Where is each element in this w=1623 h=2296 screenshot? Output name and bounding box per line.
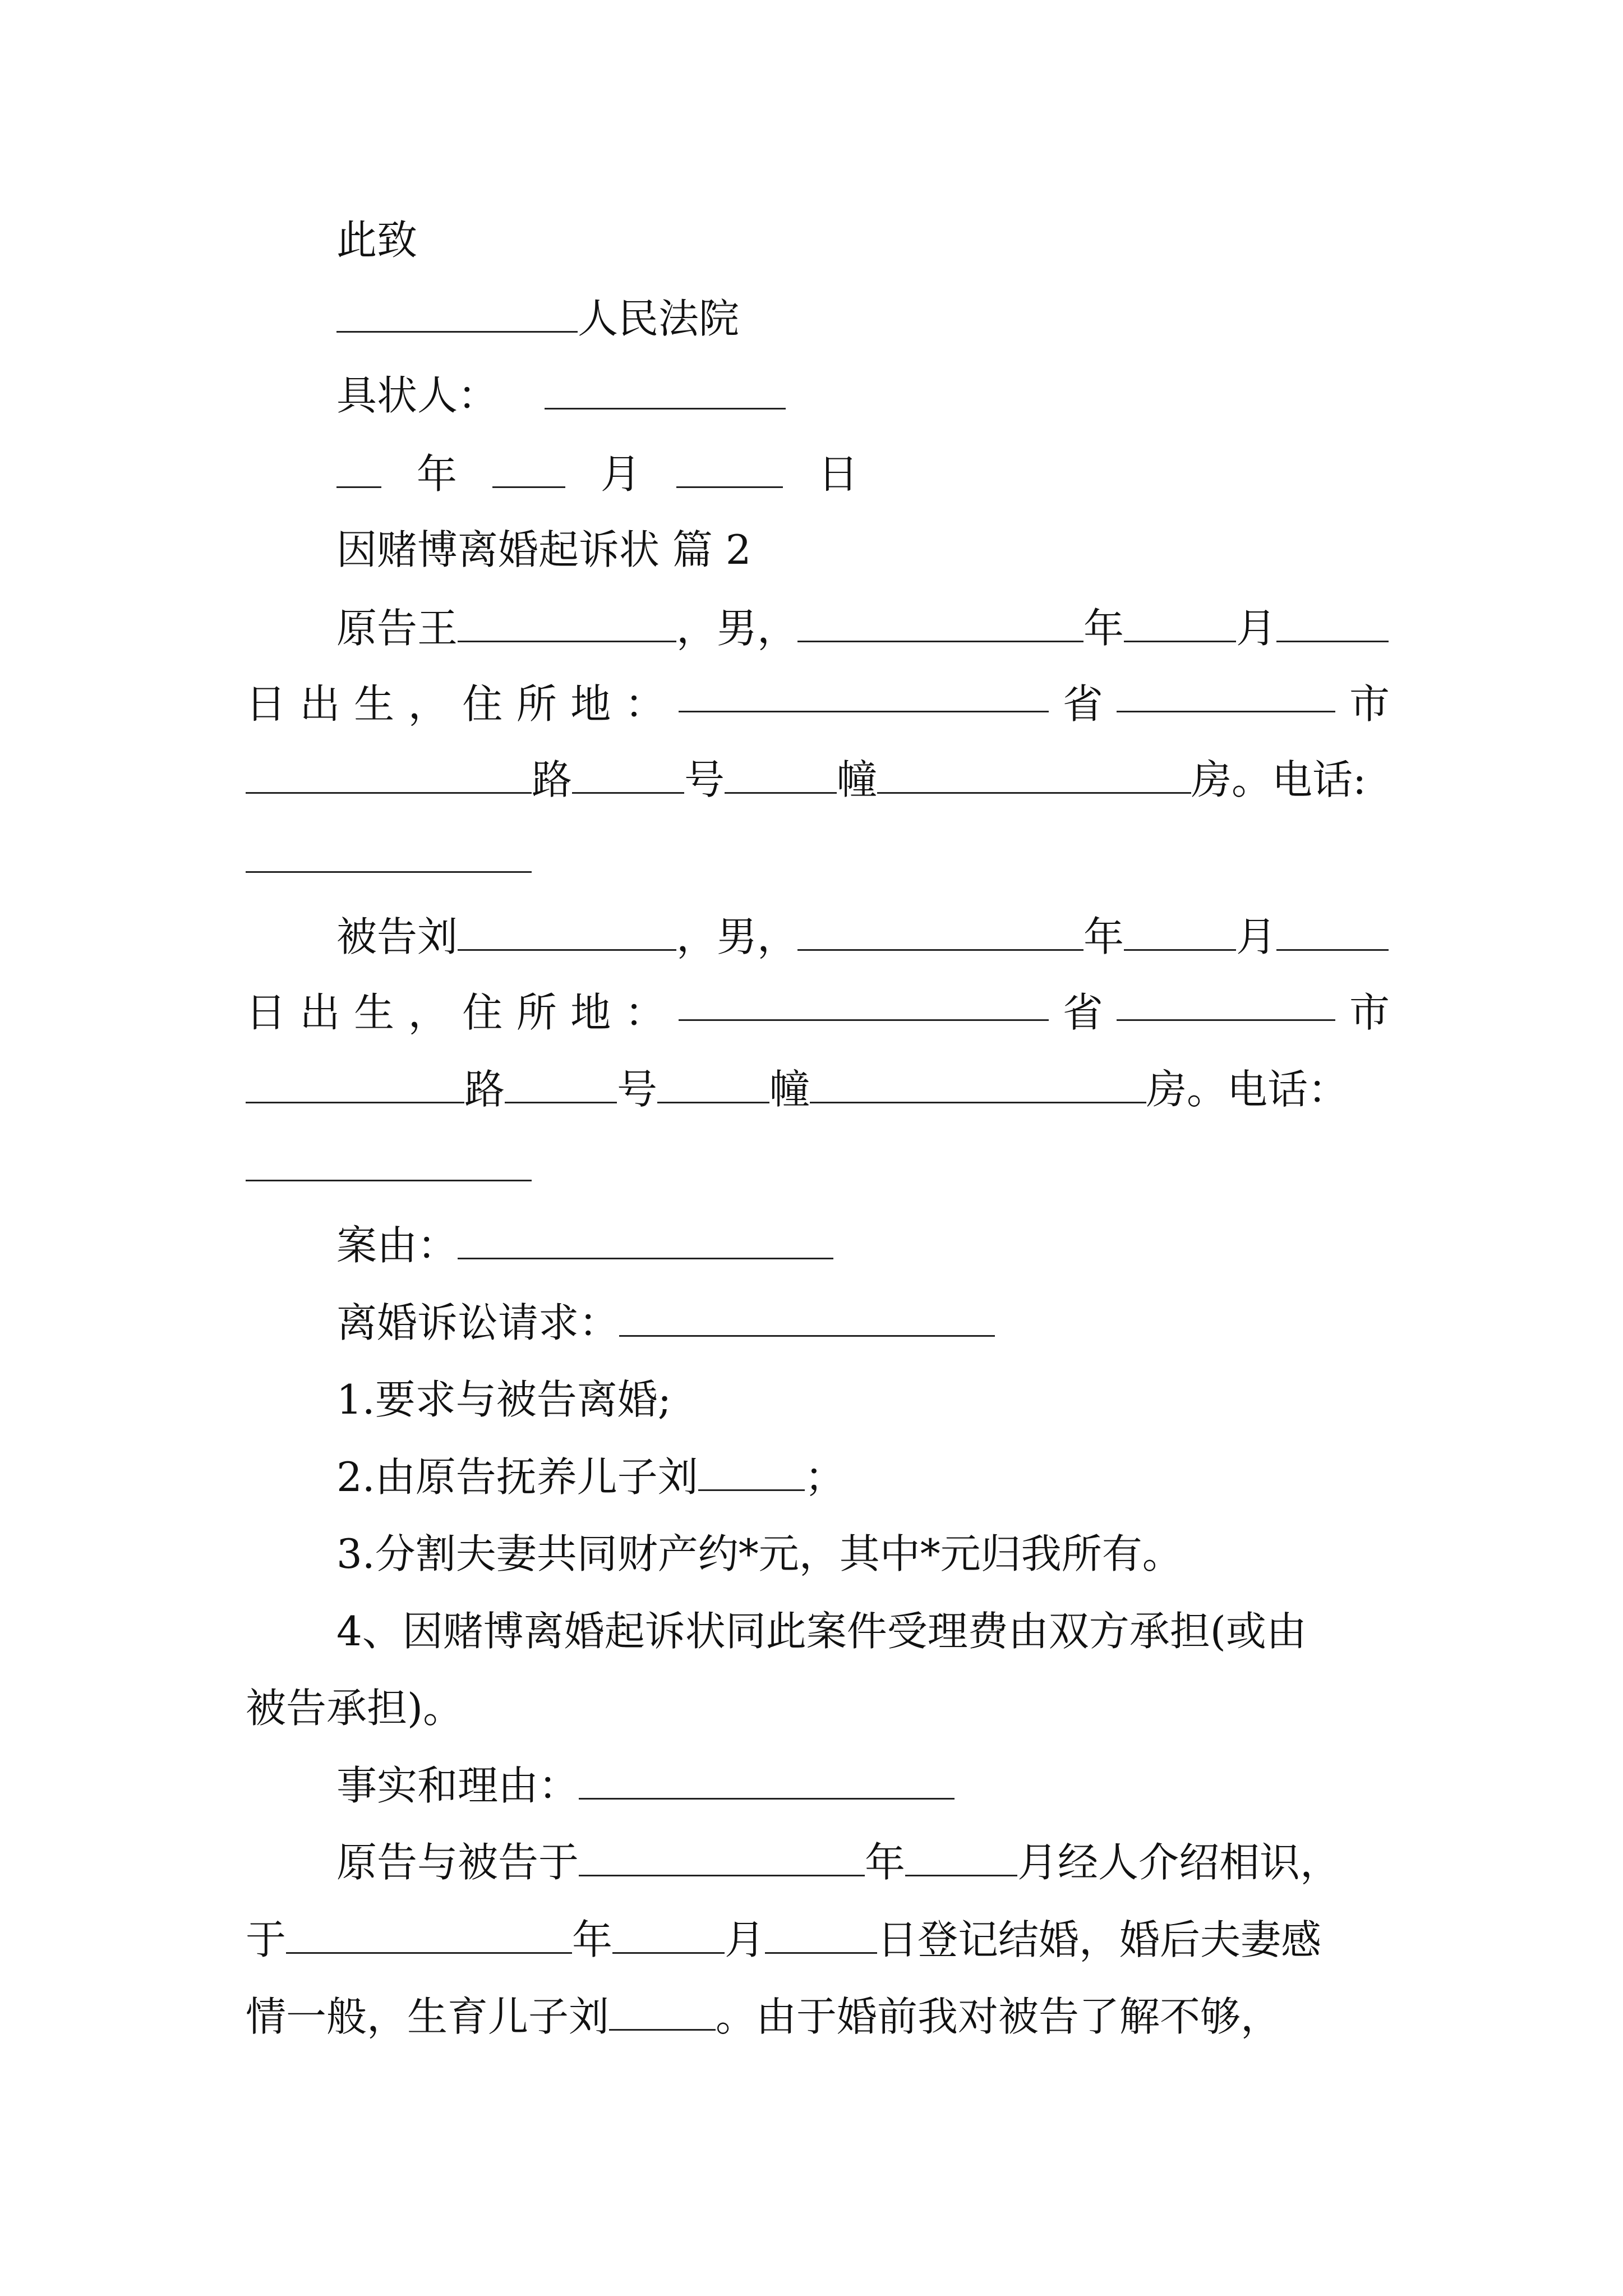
signer-label: 具状人：	[336, 372, 499, 419]
date-day-label: 日	[818, 450, 859, 498]
plaintiff-phone-blank[interactable]	[246, 871, 532, 873]
signer-blank[interactable]	[545, 373, 786, 409]
marry-day-blank[interactable]	[765, 1917, 877, 1954]
plaintiff-line-2	[246, 676, 1390, 732]
plaintiff-line-1	[336, 600, 1389, 656]
claim-4-line-1	[336, 1603, 1307, 1659]
facts-line-3	[246, 1989, 1281, 2045]
plaintiff-month-blank[interactable]	[1124, 606, 1236, 642]
defendant-day-blank[interactable]	[1276, 914, 1389, 951]
date-line	[336, 446, 859, 502]
marry-month-blank[interactable]	[612, 1917, 725, 1954]
section-title	[336, 522, 751, 578]
defendant-province-blank[interactable]	[679, 984, 1049, 1021]
facts-line-1	[336, 1834, 1340, 1890]
plaintiff-year-blank[interactable]	[797, 606, 1083, 642]
plaintiff-bldg-blank[interactable]	[725, 757, 837, 794]
son-name-blank-2[interactable]	[609, 1994, 716, 2031]
char: 所	[516, 989, 557, 1036]
case-cause-label: 案由：	[336, 1222, 458, 1269]
plaintiff-phone-label: 房。电话:	[1191, 756, 1367, 803]
char: ，	[408, 680, 449, 728]
meet-month-blank[interactable]	[905, 1840, 1017, 1876]
case-cause-blank[interactable]	[458, 1223, 833, 1259]
char: 省	[1062, 989, 1103, 1036]
date-year-label: 年	[416, 450, 457, 498]
char: 地	[570, 989, 611, 1036]
section-title-text: 因赌博离婚起诉状 篇 2	[336, 526, 751, 573]
claims-blank[interactable]	[619, 1300, 995, 1337]
char: ：	[624, 680, 665, 728]
char: 所	[516, 680, 557, 728]
plaintiff-line-3	[246, 752, 1366, 808]
claim-2-text: 2.由原告抚养儿子刘	[336, 1453, 698, 1501]
facts-l2-prefix: 于	[246, 1916, 287, 1963]
facts-label: 事实和理由：	[336, 1762, 579, 1809]
plaintiff-name-label: 原告王	[336, 605, 458, 652]
court-name-blank[interactable]	[336, 296, 578, 333]
defendant-bldg-label: 幢	[769, 1066, 810, 1113]
plaintiff-city-blank[interactable]	[1117, 676, 1335, 712]
facts-blank[interactable]	[579, 1763, 955, 1800]
plaintiff-room-blank[interactable]	[877, 757, 1191, 794]
claim-2-suffix: ；	[804, 1453, 845, 1501]
closing-to-text: 此致	[336, 217, 418, 264]
plaintiff-no-blank[interactable]	[572, 757, 684, 794]
char: 市	[1349, 989, 1390, 1036]
char: ，	[408, 989, 449, 1036]
claim-4-text: 4、因赌博离婚起诉状同此案件受理费由双方承担(或由	[336, 1608, 1307, 1655]
claim-1-text: 1.要求与被告离婚;	[336, 1376, 671, 1423]
char: 住	[462, 989, 503, 1036]
defendant-month-blank[interactable]	[1124, 914, 1236, 951]
marry-year-blank[interactable]	[286, 1917, 572, 1954]
date-month-label: 月	[600, 450, 641, 498]
date-year-blank[interactable]	[336, 452, 381, 488]
claim-4-line-2	[246, 1680, 463, 1736]
case-cause-line	[336, 1217, 833, 1273]
defendant-name-blank[interactable]	[458, 914, 676, 951]
facts-label-line	[336, 1757, 955, 1814]
char: 生	[354, 989, 395, 1036]
plaintiff-province-blank[interactable]	[679, 676, 1049, 712]
plaintiff-bldg-label: 幢	[837, 756, 878, 803]
facts-l3-prefix: 情一般，生育儿子刘	[246, 1993, 610, 2040]
claims-label-line	[336, 1295, 995, 1351]
plaintiff-sex: ，男，	[676, 605, 798, 652]
claim-4-text-cont: 被告承担)。	[246, 1685, 464, 1732]
claim-1	[336, 1372, 671, 1428]
facts-l1-suffix: 月经人介绍相识，	[1017, 1839, 1341, 1886]
defendant-year-label: 年	[1083, 913, 1124, 960]
char: 省	[1062, 680, 1103, 728]
defendant-month-label: 月	[1236, 913, 1277, 960]
char: 市	[1349, 680, 1390, 728]
court-label: 人民法院	[578, 295, 740, 342]
marry-year-label: 年	[572, 1916, 613, 1963]
char: 住	[462, 680, 503, 728]
claims-label: 离婚诉讼请求：	[336, 1299, 620, 1346]
meet-year-blank[interactable]	[579, 1840, 865, 1876]
son-name-blank[interactable]	[698, 1455, 805, 1491]
signer-line	[336, 367, 786, 424]
char: 出	[299, 989, 340, 1036]
char: 出	[299, 680, 340, 728]
char: ：	[624, 989, 665, 1036]
closing-court-line	[336, 291, 739, 347]
plaintiff-road-label: 路	[532, 756, 573, 803]
char: 生	[354, 680, 395, 728]
defendant-phone-blank[interactable]	[246, 1180, 532, 1181]
facts-line-2	[246, 1912, 1321, 1968]
defendant-room-blank[interactable]	[810, 1067, 1146, 1103]
facts-l1-prefix: 原告与被告于	[336, 1839, 579, 1886]
claim-2	[336, 1449, 845, 1505]
closing-to	[336, 212, 417, 268]
facts-l3-suffix: 。由于婚前我对被告了解不够，	[716, 1993, 1281, 2040]
defendant-road-blank[interactable]	[246, 1067, 464, 1103]
defendant-line-2	[246, 984, 1390, 1041]
defendant-sex: ，男，	[676, 913, 798, 960]
char: 地	[570, 680, 611, 728]
plaintiff-month-label: 月	[1236, 605, 1277, 652]
defendant-road-label: 路	[464, 1066, 505, 1113]
plaintiff-no-label: 号	[684, 756, 725, 803]
defendant-no-blank[interactable]	[505, 1067, 617, 1103]
char: 日	[246, 989, 287, 1036]
defendant-bldg-blank[interactable]	[657, 1067, 769, 1103]
plaintiff-name-blank[interactable]	[458, 606, 676, 642]
date-day-blank[interactable]	[676, 452, 783, 488]
defendant-phone-label: 房。电话：	[1146, 1066, 1349, 1113]
claim-3-text: 3.分割夫妻共同财产约*元，其中*元归我所有。	[336, 1530, 1183, 1577]
defendant-no-label: 号	[617, 1066, 658, 1113]
defendant-city-blank[interactable]	[1117, 984, 1335, 1021]
defendant-year-blank[interactable]	[797, 914, 1083, 951]
facts-l2-suffix: 日登记结婚，婚后夫妻感	[877, 1916, 1322, 1963]
char: 日	[246, 680, 287, 728]
defendant-line-3	[246, 1061, 1348, 1117]
claim-3	[336, 1526, 1183, 1582]
defendant-line-1	[336, 909, 1389, 965]
defendant-name-label: 被告刘	[336, 913, 458, 960]
meet-year-label: 年	[865, 1839, 906, 1886]
plaintiff-road-blank[interactable]	[246, 757, 532, 794]
marry-month-label: 月	[725, 1916, 766, 1963]
plaintiff-year-label: 年	[1083, 605, 1124, 652]
plaintiff-day-blank[interactable]	[1276, 606, 1389, 642]
date-month-blank[interactable]	[492, 452, 565, 488]
